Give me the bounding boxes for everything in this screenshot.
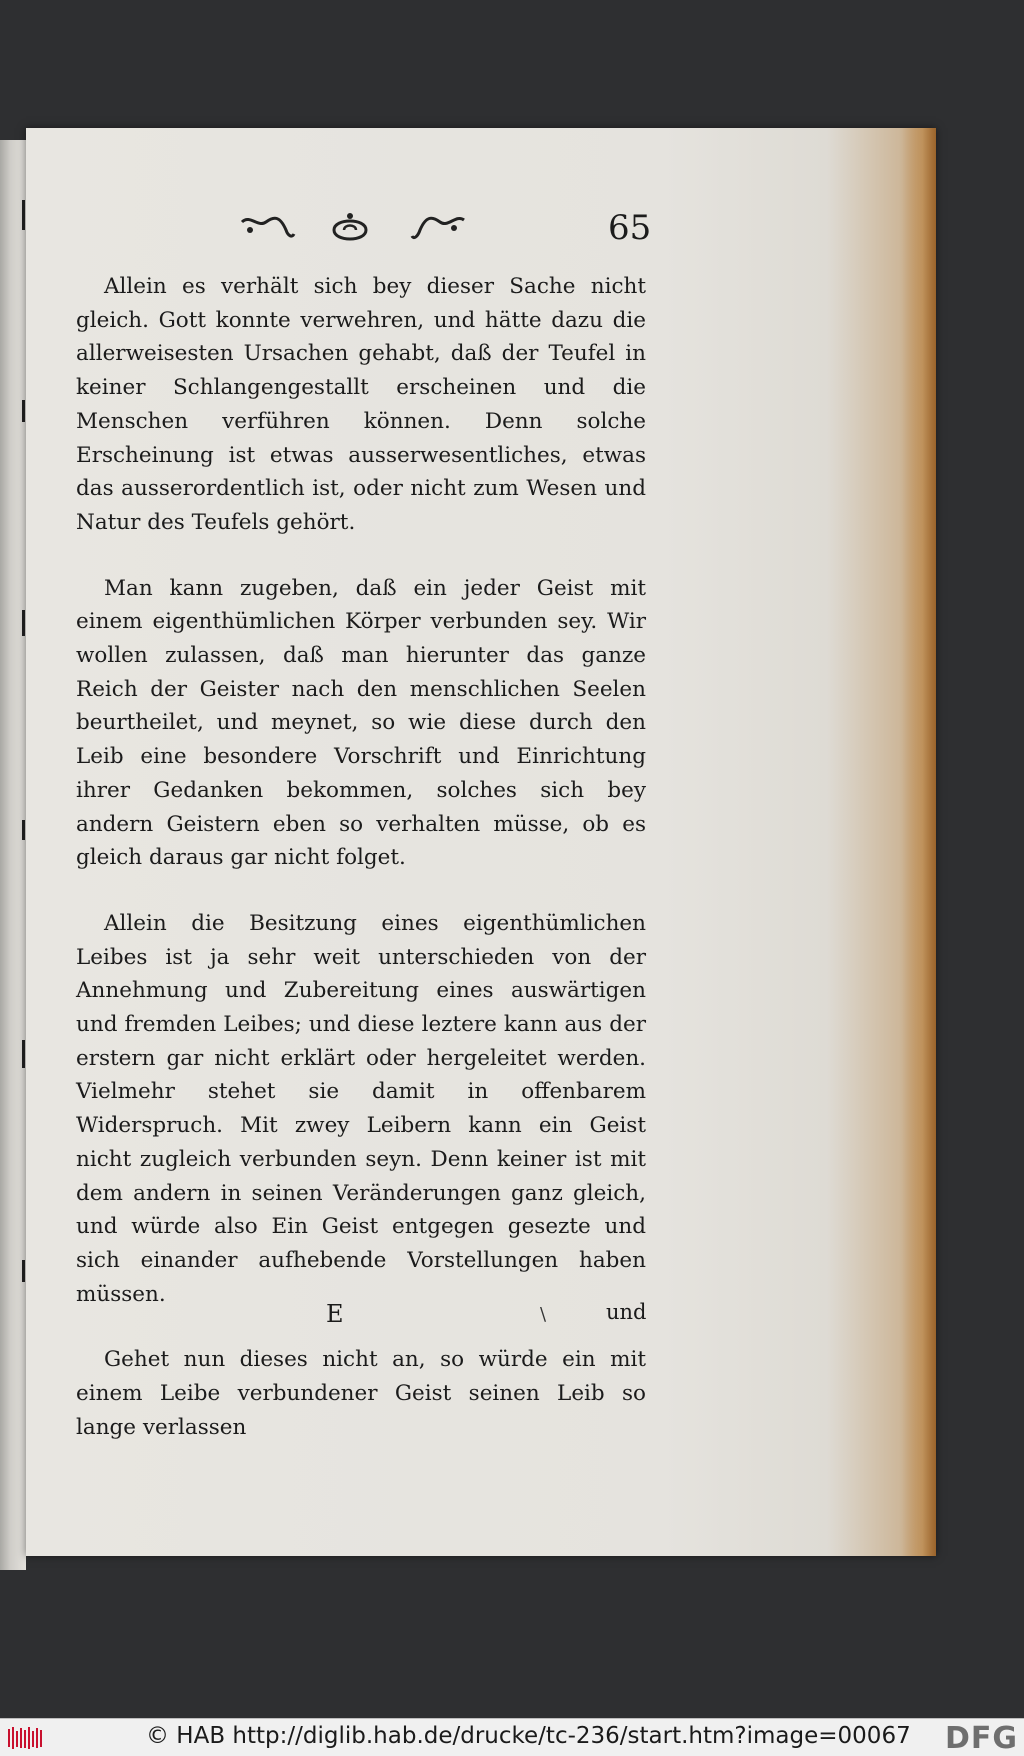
hab-logo-icon — [6, 1725, 44, 1751]
catchword: und — [606, 1300, 647, 1324]
page-header — [240, 212, 660, 252]
paragraph: Allein die Besitzung eines eigenthümlichen Leibes ist ja sehr weit unterschieden von der Annehmung und Zubereitung eines auswärtigen und fremden Leibes; und diese leztere kann aus der erstern gar nicht erklärt oder hergeleitet werden. Vielmehr stehet sie damit in offenbarem Widerspruch. Mit zwey Leibern kann ein Geist nicht zugleich verbunden seyn. Denn keiner ist mit dem andern in seinen Veränderungen ganz gleich, und würde also Ein Geist entgegen gesezte und sich einander aufhebende Vorstellungen haben müssen. — [76, 910, 646, 1307]
ornament-center-icon — [328, 212, 372, 248]
dfg-logo: DFG — [944, 1721, 1018, 1756]
viewer-footer — [0, 1718, 1024, 1756]
copyright-link[interactable]: © HAB http://diglib.hab.de/drucke/tc-236/start.htm?image=00067 — [146, 1723, 911, 1749]
paragraph: Allein es verhält sich bey dieser Sache nicht gleich. Gott konnte verwehren, und hätte dazu die allerweisesten Ursachen gehabt, daß der Teufel in keiner Schlangengestallt erscheinen und die Menschen verführen können. Denn solche Erscheinung ist etwas ausserwesentliches, etwas das ausserordentlich ist, oder nicht zum Wesen und Natur des Teufels gehört. — [76, 274, 646, 535]
signature-mark: E — [326, 1300, 344, 1328]
page-number: 65 — [608, 208, 652, 248]
page-edge-stain — [902, 128, 936, 1556]
stray-mark: \ — [540, 1304, 547, 1325]
paragraph: Gehet nun dieses nicht an, so würde ein mit einem Leibe verbundener Geist seinen Leib so lange verlassen — [76, 1347, 646, 1440]
ornament-left-icon — [240, 212, 296, 246]
left-page-edge — [0, 140, 26, 1570]
ornament-right-icon — [410, 212, 466, 246]
paragraph: Man kann zugeben, daß ein jeder Geist mit einem eigenthümlichen Körper verbunden sey. Wir wollen zulassen, daß man hierunter das ganze Reich der Geister nach den menschlichen Seelen beurtheilet, und meynet, so wie diese durch den Leib eine besondere Vorschrift und Einrichtung ihrer Gedanken bekommen, solches sich bey andern Geistern eben so verhalten müsse, ob es gleich daraus gar nicht folget. — [76, 575, 646, 871]
body-text — [76, 270, 646, 1445]
